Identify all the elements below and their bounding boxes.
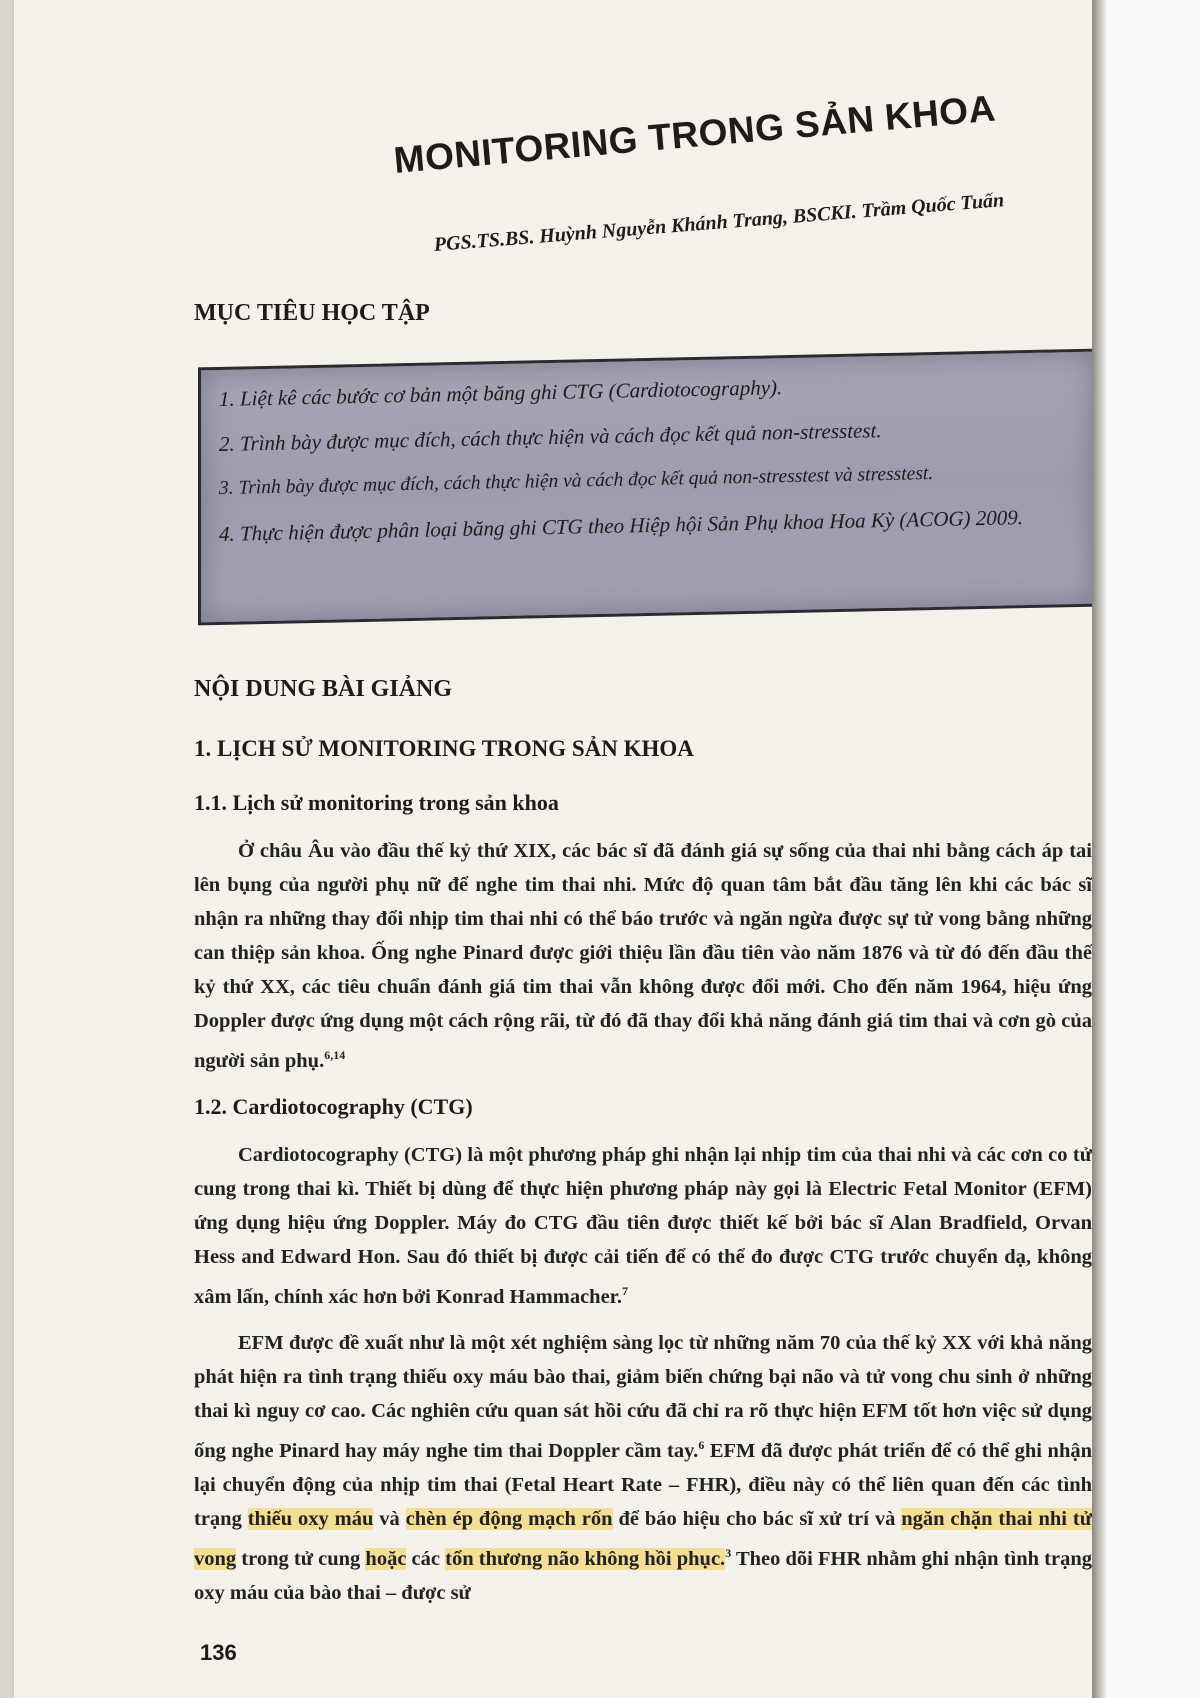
subsection-1-1-heading: 1.1. Lịch sử monitoring trong sản khoa	[194, 790, 559, 815]
objective-item: 2. Trình bày được mục đích, cách thực hiện và cách đọc kết quả non-stresstest.	[219, 418, 882, 456]
highlighted-text: hoặc	[365, 1547, 407, 1570]
paragraph-text: các	[406, 1547, 446, 1570]
objectives-heading: MỤC TIÊU HỌC TẬP	[194, 300, 430, 326]
paragraph-text: Ở châu Âu vào đầu thế kỷ thứ XIX, các bác sĩ đã đánh giá sự sống của thai nhi bằng cách áp tai lên bụng của người phụ nữ để nghe tim thai nhi. Mức độ quan tâm bắt đầu tăng lên khi các bác sĩ nhận ra những thay đổi nhịp tim thai nhi có thể báo trước và ngăn ngừa được sự tử vong bằng những can thiệp sản khoa. Ống nghe Pinard được giới thiệu lần đầu tiên vào năm 1876 và từ đó đến đầu thế kỷ thứ XX, các tiêu chuẩn đánh giá tim thai vẫn không được đổi mới. Cho đến năm 1964, hiệu ứng Doppler được ứng dụng một cách rộng rãi, từ đó đã thay đổi khả năng đánh giá tim thai và cơn gò của người sản phụ.	[194, 840, 1092, 1072]
paragraph-text: và	[373, 1507, 406, 1530]
highlighted-text: thiếu oxy máu	[247, 1507, 374, 1530]
objectives-box	[198, 349, 1098, 626]
paragraph-text: EFM được đề xuất như là một xét nghiệm sàng lọc từ những năm 70 của thế kỷ XX với khả năng phát hiện ra tình trạng thiếu oxy máu bào thai, giảm biến chứng bại não và tử vong chu sinh ở những thai kì nguy cơ cao. Các nghiên cứu quan sát hồi cứu đã chỉ ra rõ thực hiện EFM tốt hơn việc sử dụng ống nghe Pinard hay máy nghe tim thai Doppler cầm tay.	[194, 1332, 1092, 1462]
highlighted-text: ngăn chặn thai nhi tử vong	[194, 1507, 1092, 1570]
paragraph-text: để báo hiệu cho bác sĩ xử trí và	[612, 1507, 902, 1530]
objective-item: 3. Trình bày được mục đích, cách thực hiện và cách đọc kết quả non-stresstest và stresstest.	[219, 463, 934, 499]
book-page	[14, 0, 1092, 1698]
objectives-list	[201, 352, 1095, 550]
page-number: 136	[200, 1640, 237, 1665]
paragraph-text: Theo dõi FHR nhằm ghi nhận tình trạng oxy máu của bào thai – được sử	[194, 1547, 1092, 1604]
reference-mark: 3	[725, 1545, 732, 1560]
paragraph-1-2	[194, 1138, 1092, 1314]
paragraph-text: EFM đã được phát triển để có thể ghi nhận lại chuyển động của nhịp tim thai (Fetal Heart Rate – FHR), điều này có thể liên quan đến các tình trạng	[194, 1439, 1092, 1530]
page-title: MONITORING TRONG SẢN KHOA	[392, 87, 998, 181]
page-binding-edge	[1092, 0, 1106, 1698]
section-1-heading: 1. LỊCH SỬ MONITORING TRONG SẢN KHOA	[194, 736, 694, 761]
objective-item: 1. Liệt kê các bước cơ bản một băng ghi CTG (Cardiotocography).	[219, 375, 783, 411]
background-margin	[1106, 0, 1200, 1698]
paragraph-1-1	[194, 834, 1092, 1078]
paragraph-text: Cardiotocography (CTG) là một phương pháp ghi nhận lại nhịp tim của thai nhi và các cơn co tử cung trong thai kì. Thiết bị dùng để thực hiện phương pháp này gọi là Electric Fetal Monitor (EFM) ứng dụng hiệu ứng Doppler. Máy đo CTG đầu tiên được thiết kế bởi bác sĩ Alan Bradfield, Orvan Hess and Edward Hon. Sau đó thiết bị được cải tiến để có thể đo được CTG trước chuyển dạ, không xâm lấn, chính xác hơn bởi Konrad Hammacher.	[194, 1144, 1092, 1308]
reference-mark: 6	[698, 1438, 705, 1452]
highlighted-text: tổn thương não không hồi phục.	[445, 1547, 726, 1570]
content-heading: NỘI DUNG BÀI GIẢNG	[194, 676, 453, 702]
reference-mark: 6,14	[324, 1048, 346, 1062]
paragraph-text: trong tử cung	[236, 1547, 366, 1570]
objective-item: 4. Thực hiện được phân loại băng ghi CTG theo Hiệp hội Sản Phụ khoa Hoa Kỳ (ACOG) 2009.	[219, 505, 1024, 546]
authors-line: PGS.TS.BS. Huỳnh Nguyễn Khánh Trang, BSCKI. Trầm Quốc Tuấn	[433, 189, 1005, 256]
highlighted-text: chèn ép động mạch rốn	[405, 1507, 613, 1530]
paragraph-efm	[194, 1326, 1092, 1610]
reference-mark: 7	[622, 1284, 629, 1298]
subsection-1-2-heading: 1.2. Cardiotocography (CTG)	[194, 1094, 473, 1119]
